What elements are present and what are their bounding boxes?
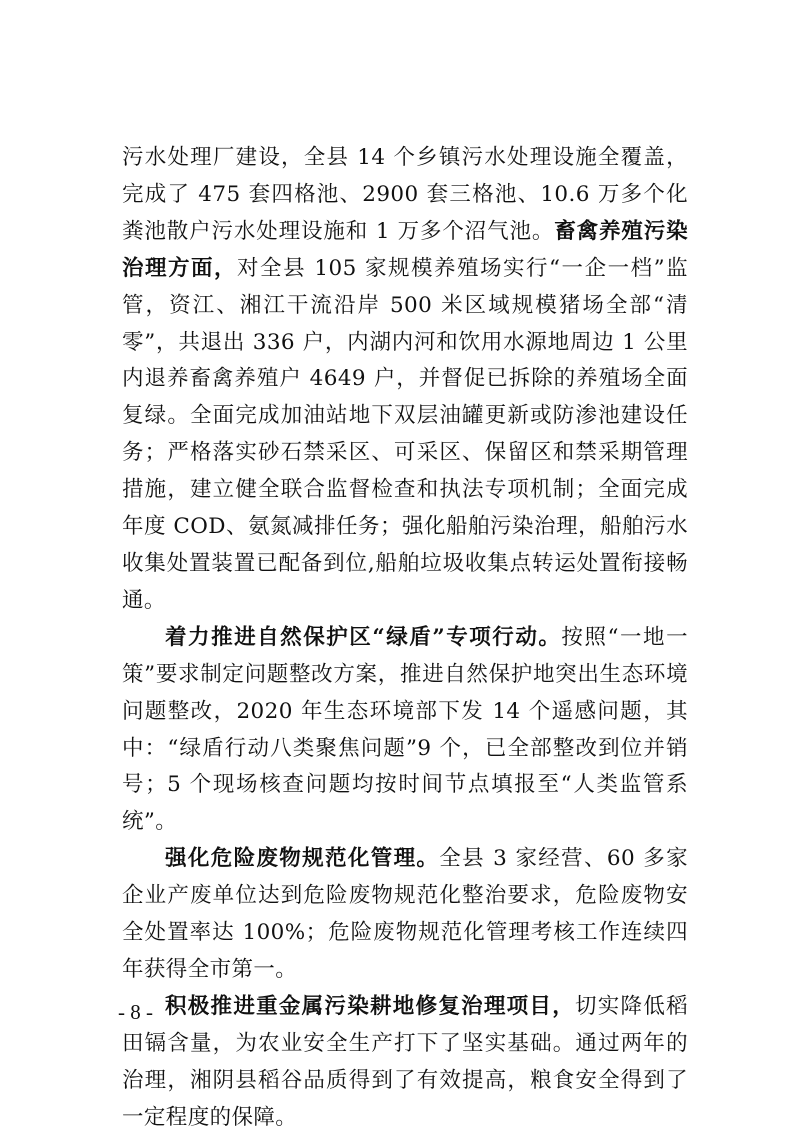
heading-livestock-pollution: 畜禽养殖污染治理方面， [122,218,689,281]
text-segment: 对全县 105 家规模养殖场实行“一企一档”监管，资江、湘江干流沿岸 500 米区域规模猪场全部“清零”，共退出 336 户，内湖内河和饮用水源地周边 1 公里内退养畜禽养殖户 4649 户，并督促已拆除的养殖场全面复绿。全面完成加油站地下双层油罐更新或防渗池建设任务；严格落实砂石禁采区、可采区、保留区和禁采期管理措施，建立健全联合监督检查和执法专项机制；全面完成年度 COD、氨氮减排任务；强化船舶污染治理，船舶污水收集处置装置已配备到位,船舶垃圾收集点转运处置衔接畅通。 [122,255,688,613]
text-segment: 切实降低稻田镉含量，为农业安全生产打下了坚实基础。通过两年的治理，湘阴县稻谷品质得到了有效提高，粮食安全得到了一定程度的保障。 [122,993,688,1130]
paragraph-heavy-metal [122,989,688,1136]
heading-heavy-metal: 积极推进重金属污染耕地修复治理项目， [165,993,575,1019]
text-segment: 污水处理厂建设，全县 14 个乡镇污水处理设施全覆盖，完成了 475 套四格池、2900 套三格池、10.6 万多个化粪池散户污水处理设施和 1 万多个沼气池。 [122,145,688,244]
paragraph-sewage-livestock [122,140,688,620]
heading-green-shield: 着力推进自然保护区“绿盾”专项行动。 [165,624,562,650]
text-segment: 按照“一地一策”要求制定问题整改方案，推进自然保护地突出生态环境问题整改，2020 年生态环境部下发 14 个遥感问题，其中：“绿盾行动八类聚焦问题”9 个，已全部整改到位并销号；5 个现场核查问题均按时间节点填报至“人类监管系统”。 [122,624,688,835]
paragraph-hazardous-waste [122,841,688,989]
page-number: - 8 - [118,1000,153,1024]
heading-hazardous-waste: 强化危险废物规范化管理。 [165,846,440,872]
paragraph-green-shield [122,620,688,841]
text-segment: 全县 3 家经营、60 多家企业产废单位达到危险废物规范化整治要求，危险废物安全处置率达 100%；危险废物规范化管理考核工作连续四年获得全市第一。 [122,846,688,982]
body-text [122,140,688,1136]
